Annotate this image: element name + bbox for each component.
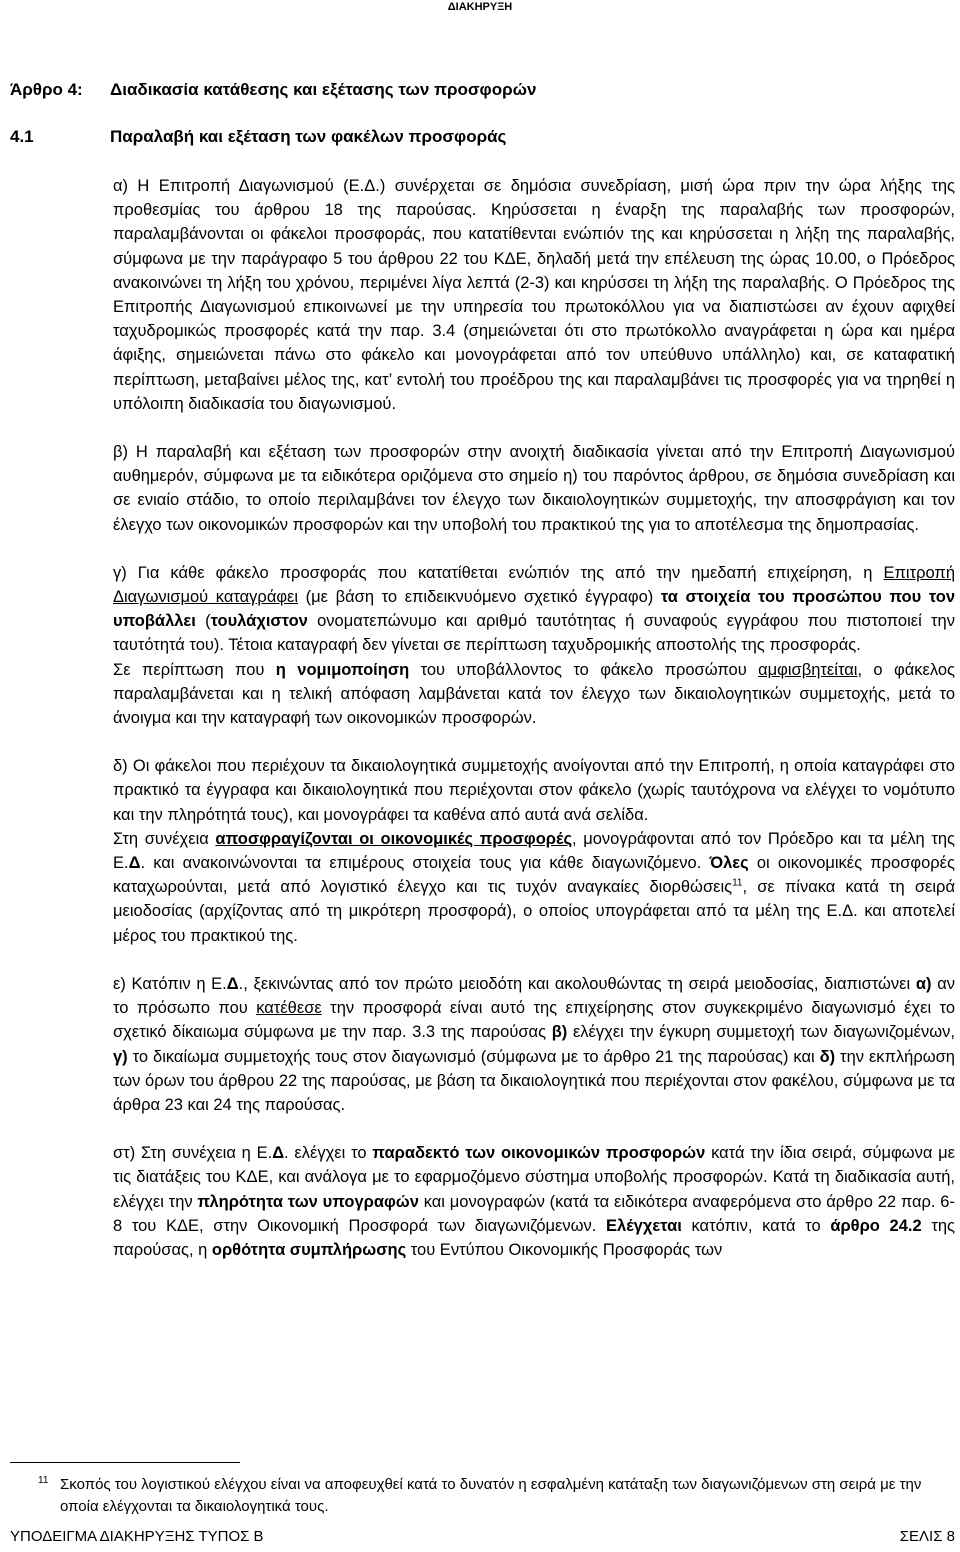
paragraph-f: στ) Στη συνέχεια η Ε.Δ. ελέγχει το παραδεκτό των οικονομικών προσφορών κατά την ίδια σειρά, σύμφωνα με τις διατάξεις του ΚΔΕ, και ανάλογα με το εφαρμοζόμενο σύστημα υποβολής προσφορών. Κατά τη διαδικασία αυτή, ελέγχει την πληρότητα των υπογραφών και μονογραφών (κατά τα ειδικότερα αναφερόμενα στο άρθρο 22 παρ. 6-8 του ΚΔΕ, στην Οικονομική Προσφορά των διαγωνιζόμενων. Ελέγχεται κατόπιν, κατά το άρθρο 24.2 της παρούσας, η ορθότητα συμπλήρωσης του Εντύπου Οικονομικής Προσφοράς των — [113, 1144, 955, 1259]
paragraph-e: ε) Κατόπιν η Ε.Δ., ξεκινώντας από τον πρώτο μειοδότη και ακολουθώντας τη σειρά μειοδοσίας, διαπιστώνει α) αν το πρόσωπο που κατέθεσε την προσφορά είναι αυτό της επιχείρησης στον συγκεκριμένο διαγωνισμό έχει το σχετικό δίκαιωμα σύμφωνα με την παρ. 3.3 της παρούσας β) ελέγχει την έγκυρη συμμετοχή των διαγωνιζομένων, γ) το δικαίωμα συμμετοχής τους στον διαγωνισμό (σύμφωνα με το άρθρο 21 της παρούσας) και δ) την εκπλήρωση των όρων του άρθρου 22 της παρούσας, με βάση τα δικαιολογητικά που περιέχονται στον φακέλου, σύμφωνα με τα άρθρα 23 και 24 της παρούσας. — [113, 974, 956, 1114]
bold-phrase: Όλες — [709, 854, 749, 873]
underlined-phrase: αμφισβητείται — [758, 660, 858, 679]
section-heading — [10, 127, 506, 147]
bold-phrase: τουλάχιστον — [210, 612, 308, 631]
paragraph-a: α) Η Επιτροπή Διαγωνισμού (Ε.Δ.) συνέρχεται σε δημόσια συνεδρίαση, μισή ώρα πριν την ώρα λήξης της προθεσμίας του άρθρου 18 της παρούσας. Κηρύσσεται η έναρξη της παραλαβής των προσφορών, παραλαμβάνονται οι φάκελοι προσφοράς, που κατατίθενται ενώπιόν της και κηρύσσεται η λήξη της παραλαβής, σύμφωνα με την παράγραφο 5 του άρθρου 22 του ΚΔΕ, δηλαδή μετά την επέλευση της ώρας 10.00, ο Πρόεδρος ανακοινώνει τη λήξη του χρόνου, περιμένει λίγα λεπτά (2-3) και κηρύσσει τη λήξη της παραλαβής. Ο Πρόεδρος της Επιτροπής Διαγωνισμού επικοινωνεί με την υπηρεσία του πρωτοκόλλου για να διαπιστώσει αν έχουν αφιχθεί ταχυδρομικώς προσφορές κατά την παρ. 3.4 (σημειώνεται ότι στο πρωτόκολλο αναγράφεται η ώρα και ημέρα άφιξης, σημειώνεται πάνω στο φάκελο και μονογράφεται από τον υπεύθυνο υπάλληλο) και, σε καταφατική περίπτωση, μεταβαίνει μέλος της, κατ’ εντολή του προέδρου της και παραλαμβάνει τις προσφορές για να τηρηθεί η υπόλοιπη διαδικασία του διαγωνισμού. — [113, 177, 955, 413]
bold-phrase: παραδεκτό των οικονομικών προσφορών — [372, 1144, 706, 1163]
underlined-phrase: κατέθεσε — [256, 999, 322, 1018]
footnote-text: Σκοπός του λογιστικού ελέγχου είναι να αποφευχθεί κατά το δυνατόν η εσφαλμένη κατάταξη των διαγωνιζόμενων στη σειρά με την οποία ελέγχονται τα δικαιολογητικά τους. — [60, 1476, 922, 1515]
paragraph-d-continued: Στη συνέχεια αποσφραγίζονται οι οικονομικές προσφορές, μονογράφονται από τον Πρόεδρο και τα μέλη της Ε.Δ. και ανακοινώνονται τα επιμέρους στοιχεία τους για κάθε διαγωνιζόμενο. Όλες οι οικονομικές προσφορές καταχωρούνται, μετά από λογιστικό έλεγχο και τις τυχόν αναγκαίες διορθώσεις$^{11}$, σε πίνακα κατά τη σειρά μειοδοσίας (αρχίζοντας από τη μικρότερη προσφορά), ο οποίος υπογράφεται από τα μέλη της Ε.Δ. και αποτελεί μέρος του πρακτικού της. — [113, 829, 956, 945]
page-header: ΔΙΑΚΗΡΥΞΗ — [447, 1, 513, 13]
footnote-separator — [10, 1462, 240, 1463]
bold-phrase: ορθότητα συμπλήρωσης — [211, 1240, 407, 1259]
document-body — [113, 174, 955, 1286]
bold-phrase: η νομιμοποίηση — [275, 660, 410, 679]
article-number: Άρθρο 4: — [10, 80, 83, 99]
section-title: Παραλαβή και εξέταση των φακέλων προσφοράς — [110, 127, 507, 146]
paragraph-c-continued: Σε περίπτωση που η νομιμοποίηση του υποβάλλοντος το φάκελο προσώπου αμφισβητείται, ο φάκελος παραλαμβάνεται και η τελική απόφαση λαμβάνεται κατά τον έλεγχο των δικαιολογητικών συμμετοχής, μετά το άνοιγμα και την καταγραφή των οικονομικών προσφορών. — [113, 660, 955, 728]
bold-phrase: πληρότητα των υπογραφών — [197, 1192, 419, 1211]
bold-phrase: τα στοιχεία του προσώπου που τον υποβάλλει — [113, 588, 955, 631]
page-number: ΣΕΛΙΣ 8 — [899, 1528, 955, 1545]
page-footer — [10, 1528, 955, 1545]
footnote-marker: 11 — [38, 1475, 49, 1486]
footer-document-title: ΥΠΟΔΕΙΓΜΑ ΔΙΑΚΗΡΥΞΗΣ ΤΥΠΟΣ Β — [10, 1528, 264, 1545]
section-number: 4.1 — [10, 127, 34, 146]
paragraph-b: β) Η παραλαβή και εξέταση των προσφορών στην ανοιχτή διαδικασία γίνεται από την Επιτροπή Διαγωνισμού αυθημερόν, σύμφωνα με τα ειδικότερα οριζόμενα στο σημείο η) του παρόντος άρθρου, σε δημόσια συνεδρίαση και σε ενιαίο στάδιο, το οποίο περιλαμβάνει τον έλεγχο των δικαιολογητικών συμμετοχής, την αποσφράγιση και τον έλεγχο των οικονομικών προσφορών και την υποβολή του πρακτικού της για το αποτέλεσμα της δημοπρασίας. — [113, 443, 955, 534]
underlined-phrase: Επιτροπή Διαγωνισμού καταγράφει — [113, 563, 955, 607]
paragraph-c: γ) Για κάθε φάκελο προσφοράς που κατατίθεται ενώπιόν της από την ημεδαπή επιχείρηση, η Επιτροπή Διαγωνισμού καταγράφει (με βάση το επιδεικνυόμενο σχετικό έγγραφο) τα στοιχεία του προσώπου που τον υποβάλλει (τουλάχιστον ονοματεπώνυμο και αριθμό ταυτότητας ή συναφούς εγγράφου που πιστοποιεί την ταυτότητά του). Τέτοια καταγραφή δεν γίνεται σε περίπτωση ταχυδρομικής αποστολής της προσφοράς. — [113, 563, 955, 655]
footnote — [10, 1474, 955, 1518]
article-title: Διαδικασία κατάθεσης και εξέτασης των προσφορών — [110, 80, 537, 99]
footnote-reference[interactable]: 11 — [732, 877, 743, 889]
paragraph-d: δ) Οι φάκελοι που περιέχουν τα δικαιολογητικά συμμετοχής ανοίγονται από την Επιτροπή, η οποία καταγράφει στο πρακτικό τα έγγραφα και δικαιολογητικά που περιέχονται στον φάκελο (χωρίς ταυτόχρονα να ελέγχει το νομότυπο και την πληρότητά τους), και μονογράφει τα καθένα από αυτά ανά σελίδα. — [113, 757, 955, 824]
bold-underlined-phrase: αποσφραγίζονται οι οικονομικές προσφορές — [215, 829, 573, 848]
article-heading — [10, 80, 536, 100]
